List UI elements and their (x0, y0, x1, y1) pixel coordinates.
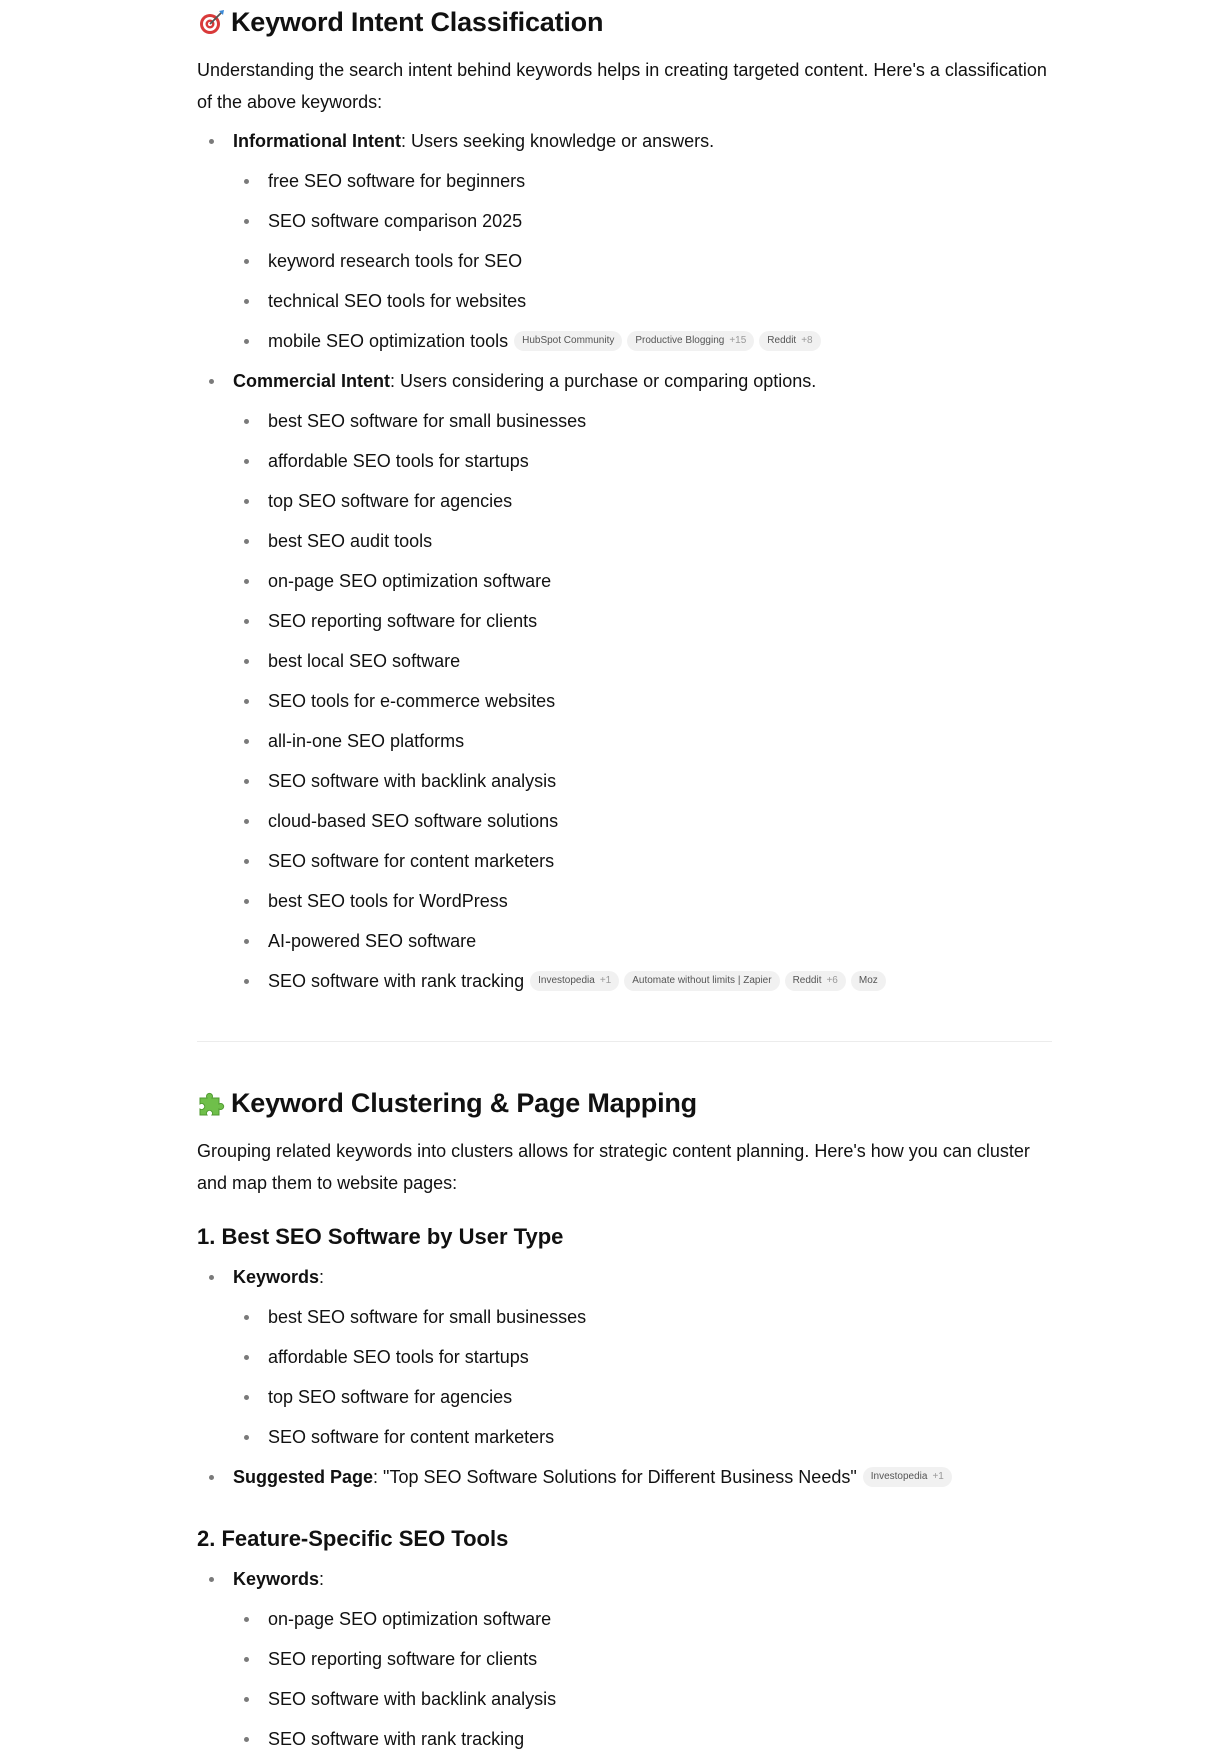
list-item: SEO software for content marketers (197, 1417, 1052, 1457)
list-item: best local SEO software (197, 641, 1052, 681)
source-chips (863, 1467, 952, 1487)
list-item: best SEO software for small businesses (197, 401, 1052, 441)
list-item (197, 361, 1052, 1001)
cluster-keywords (197, 1599, 1052, 1759)
source-chip[interactable]: Reddit +8 (759, 331, 820, 351)
cluster-title: 1. Best SEO Software by User Type (197, 1224, 564, 1249)
source-chip[interactable]: HubSpot Community (514, 331, 622, 351)
section-title-intent (197, 0, 1052, 44)
source-chip[interactable]: Automate without limits | Zapier (624, 971, 779, 991)
list-item: SEO software with backlink analysis (197, 761, 1052, 801)
source-chip[interactable]: Investopedia +1 (863, 1467, 952, 1487)
list-item: on-page SEO optimization software (197, 1599, 1052, 1639)
list-item: SEO reporting software for clients (197, 601, 1052, 641)
list-item: SEO software for content marketers (197, 841, 1052, 881)
list-item (197, 121, 1052, 361)
section-title-clustering (197, 1081, 1052, 1125)
section-divider (197, 1041, 1052, 1042)
document-content (197, 0, 1052, 1759)
list-item: SEO software with rank tracking Investopedia +1 Automate without limits | Zapier Reddit +6 Moz (197, 961, 1052, 1001)
list-item: best SEO software for small businesses (197, 1297, 1052, 1337)
source-chips (514, 331, 821, 351)
list-item: SEO reporting software for clients (197, 1639, 1052, 1679)
list-item: top SEO software for agencies (197, 481, 1052, 521)
list-item: best SEO tools for WordPress (197, 881, 1052, 921)
list-item: Keywords : on-page SEO optimization software SEO reporting software for clients SEO software with backlink analysis SEO software with rank tracking (197, 1559, 1052, 1759)
target-icon (197, 7, 227, 37)
list-item: top SEO software for agencies (197, 1377, 1052, 1417)
intent-list (197, 121, 1052, 1001)
intent-description: : Users considering a purchase or comparing options. (390, 371, 817, 391)
suggested-page: : "Top SEO Software Solutions for Different Business Needs" (373, 1467, 857, 1487)
list-item: Suggested Page : "Top SEO Software Solutions for Different Business Needs" Investopedia +1 (197, 1457, 1052, 1497)
cluster-list (197, 1257, 1052, 1497)
list-item: all-in-one SEO platforms (197, 721, 1052, 761)
source-chips (530, 971, 886, 991)
list-item: on-page SEO optimization software (197, 561, 1052, 601)
source-chip[interactable]: Reddit +6 (785, 971, 846, 991)
cluster-title: 2. Feature-Specific SEO Tools (197, 1526, 509, 1551)
intro-paragraph: Understanding the search intent behind keywords helps in creating targeted content. Here's a classification of the above keywords: (197, 60, 1047, 112)
list-item: affordable SEO tools for startups (197, 441, 1052, 481)
list-item: AI-powered SEO software (197, 921, 1052, 961)
list-item: Keywords : best SEO software for small businesses affordable SEO tools for startups top SEO software for agencies SEO software for content marketers (197, 1257, 1052, 1457)
list-item: free SEO software for beginners (197, 161, 1052, 201)
list-item: SEO tools for e-commerce websites (197, 681, 1052, 721)
intent-description: : Users seeking knowledge or answers. (401, 131, 715, 151)
cluster-list (197, 1559, 1052, 1759)
list-item: SEO software with backlink analysis (197, 1679, 1052, 1719)
source-chip[interactable]: Productive Blogging +15 (627, 331, 754, 351)
intent-label: Commercial Intent (233, 371, 391, 391)
list-item: SEO software with rank tracking (197, 1719, 1052, 1759)
source-chip[interactable]: Investopedia +1 (530, 971, 619, 991)
list-item: cloud-based SEO software solutions (197, 801, 1052, 841)
source-chip[interactable]: Moz (851, 971, 886, 991)
commercial-keywords (197, 401, 1052, 1001)
informational-keywords (197, 161, 1052, 361)
list-item: technical SEO tools for websites (197, 281, 1052, 321)
list-item: best SEO audit tools (197, 521, 1052, 561)
list-item: affordable SEO tools for startups (197, 1337, 1052, 1377)
list-item: keyword research tools for SEO (197, 241, 1052, 281)
cluster-keywords (197, 1297, 1052, 1457)
intent-label: Informational Intent (233, 131, 401, 151)
puzzle-piece-icon (197, 1088, 227, 1118)
section-title-text: Keyword Intent Classification (231, 7, 604, 37)
list-item: SEO software comparison 2025 (197, 201, 1052, 241)
intro-paragraph: Grouping related keywords into clusters allows for strategic content planning. Here's how you can cluster and map them to website pages: (197, 1141, 1030, 1193)
list-item: mobile SEO optimization tools HubSpot Community Productive Blogging +15 Reddit +8 (197, 321, 1052, 361)
section-title-text: Keyword Clustering & Page Mapping (231, 1088, 697, 1118)
